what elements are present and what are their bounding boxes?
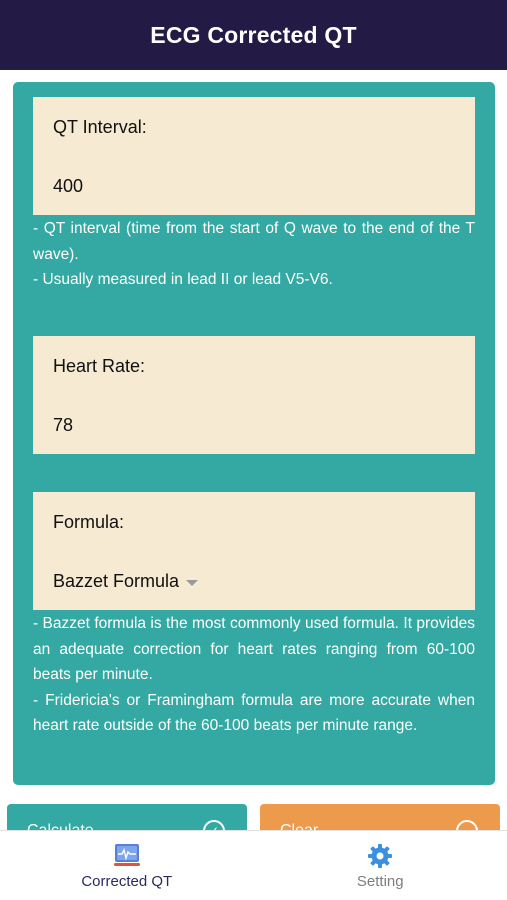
tab-label-setting: Setting [356,873,404,890]
gear-icon [366,843,394,869]
formula-selected-value: Bazzet Formula [53,571,180,591]
formula-help-line: - Fridericia's or Framingham formula are more accurate when heart rate outside of the 60-100 beats per minute range. [33,691,475,734]
formula-help-line: - Bazzet formula is the most commonly used formula. It provides an adequate correction for heart rates ranging from 60-100 beats per minute. [33,615,475,683]
qt-interval-label: QT Interval: [53,117,147,137]
tab-label-corrected-qt: Corrected QT [81,873,173,890]
qt-interval-help [33,216,475,293]
qt-help-line: - Usually measured in lead II or lead V5-V6. [33,271,333,288]
nav-bar [0,0,507,70]
tab-corrected-qt[interactable] [0,831,254,900]
qt-interval-input[interactable]: 400 [53,176,84,196]
heart-rate-field[interactable] [33,336,475,454]
tab-setting[interactable] [254,831,507,900]
calculator-card [13,82,495,785]
formula-field[interactable] [33,492,475,610]
qt-interval-field[interactable] [33,97,475,215]
heart-rate-label: Heart Rate: [53,356,146,376]
ecg-monitor-icon [113,843,141,869]
dropdown-caret-icon[interactable] [186,580,198,586]
tab-bar [0,830,507,900]
qt-help-line: - QT interval (time from the start of Q wave to the end of the T wave). [33,220,475,263]
heart-rate-input[interactable]: 78 [53,415,74,435]
formula-help [33,611,475,739]
formula-select[interactable] [53,571,198,592]
page-title: ECG Corrected QT [150,21,357,48]
formula-label: Formula: [53,512,125,532]
